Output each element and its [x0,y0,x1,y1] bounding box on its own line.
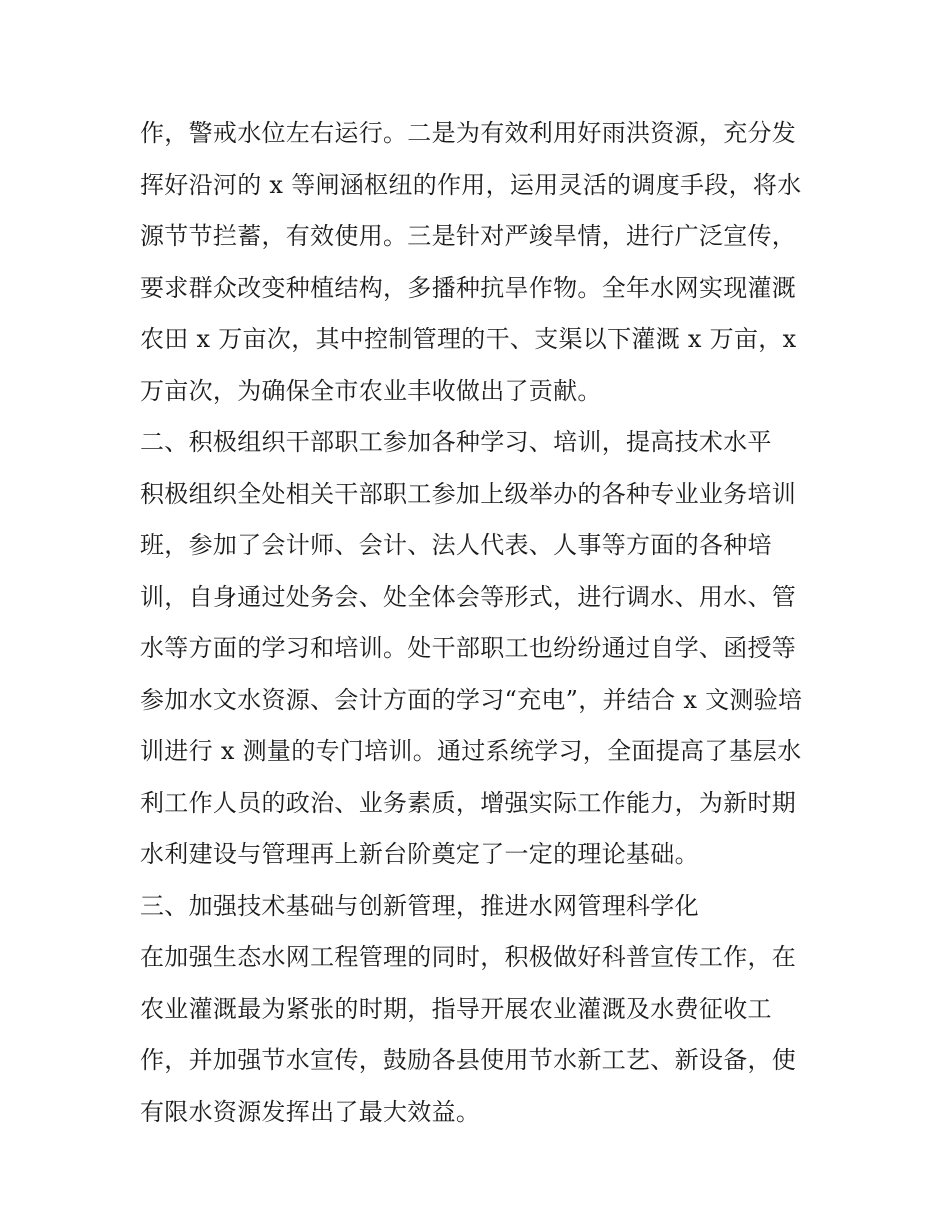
text-line: 作，警戒水位左右运行。二是为有效利用好雨洪资源，充分发 [140,119,797,147]
document-body [140,108,820,1138]
text-line: 挥好沿河的 x 等闸涵枢纽的作用，运用灵活的调度手段，将水 [140,170,802,199]
text-line: 作，并加强节水宣传，鼓励各县使用节水新工艺、新设备，使 [140,1046,797,1074]
text-line: 农业灌溉最为紧张的时期，指导开展农业灌溉及水费征收工 [140,994,772,1023]
text-line: 水等方面的学习和培训。处干部职工也纷纷通过自学、函授等 [140,634,797,662]
section-heading-2: 二、积极组织干部职工参加各种学习、培训，提高技术水平 [140,428,772,456]
text-line: 班，参加了会计师、会计、法人代表、人事等方面的各种培 [140,531,772,559]
text-line: 有限水资源发挥出了最大效益。 [140,1097,481,1126]
text-line: 农田 x 万亩次，其中控制管理的干、支渠以下灌溉 x 万亩，x [140,325,797,353]
text-line: 万亩次，为确保全市农业丰收做出了贡献。 [140,376,602,405]
text-line: 积极组织全处相关干部职工参加上级举办的各种专业业务培训 [140,479,797,508]
text-line: 训进行 x 测量的专门培训。通过系统学习，全面提高了基层水 [140,737,802,765]
text-line: 利工作人员的政治、业务素质，增强实际工作能力，为新时期 [140,788,797,817]
text-line: 要求群众改变种植结构，多播种抗旱作物。全年水网实现灌溉 [140,273,797,302]
text-line: 源节节拦蓄，有效使用。三是针对严竣旱情，进行广泛宣传， [140,222,797,250]
text-line: 在加强生态水网工程管理的同时，积极做好科普宣传工作，在 [140,943,797,971]
section-heading-3: 三、加强技术基础与创新管理，推进水网管理科学化 [140,891,699,920]
text-line: 水利建设与管理再上新台阶奠定了一定的理论基础。 [140,840,699,868]
text-line: 训，自身通过处务会、处全体会等形式，进行调水、用水、管 [140,582,797,611]
text-line: 参加水文水资源、会计方面的学习“充电”，并结合 x 文测验培 [140,685,803,714]
